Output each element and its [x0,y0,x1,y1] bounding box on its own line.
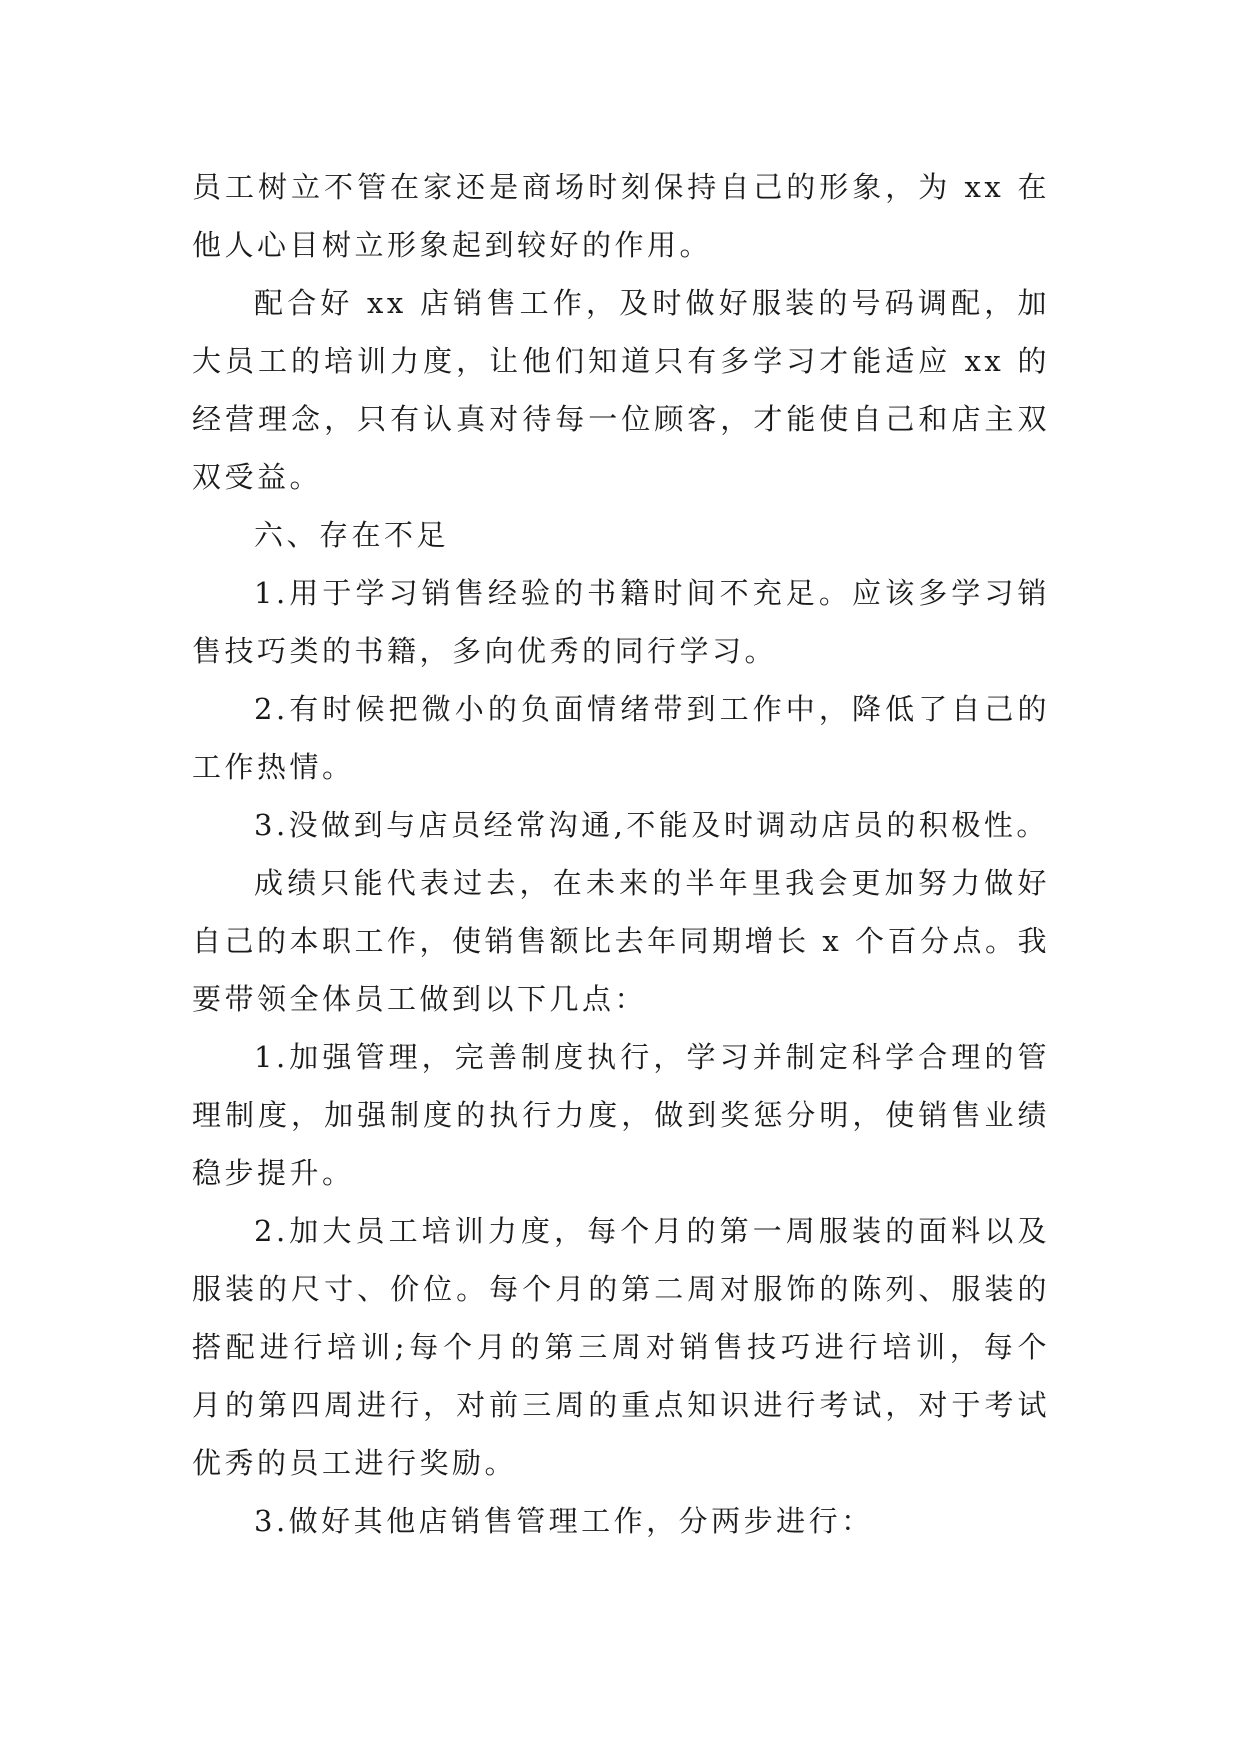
paragraph-2: 配合好 xx 店销售工作，及时做好服装的号码调配，加大员工的培训力度，让他们知道只有多学习才能适应 xx 的经营理念，只有认真对待每一位顾客，才能使自己和店主双双受益。 [192,286,1050,494]
shortcoming-item-1: 1.用于学习销售经验的书籍时间不充足。应该多学习销售技巧类的书籍，多向优秀的同行学习。 [192,576,1050,668]
shortcoming-item-3: 3.没做到与店员经常沟通,不能及时调动店员的积极性。 [254,808,1049,842]
shortcoming-item-2: 2.有时候把微小的负面情绪带到工作中，降低了自己的工作热情。 [192,692,1050,784]
document-body [192,158,1050,1550]
plan-item-3: 3.做好其他店销售管理工作，分两步进行： [254,1504,874,1538]
plan-item-1: 1.加强管理，完善制度执行，学习并制定科学合理的管理制度，加强制度的执行力度，做到奖惩分明，使销售业绩稳步提升。 [192,1040,1050,1190]
paragraph-plan-intro: 成绩只能代表过去，在未来的半年里我会更加努力做好自己的本职工作，使销售额比去年同期增长 x 个百分点。我要带领全体员工做到以下几点： [192,866,1050,1016]
paragraph-1: 员工树立不管在家还是商场时刻保持自己的形象，为 xx 在他人心目树立形象起到较好的作用。 [192,170,1050,262]
section-heading-shortcomings: 六、存在不足 [254,518,450,552]
plan-item-2: 2.加大员工培训力度，每个月的第一周服装的面料以及服装的尺寸、价位。每个月的第二周对服饰的陈列、服装的搭配进行培训;每个月的第三周对销售技巧进行培训，每个月的第四周进行，对前三周的重点知识进行考试，对于考试优秀的员工进行奖励。 [192,1214,1050,1480]
